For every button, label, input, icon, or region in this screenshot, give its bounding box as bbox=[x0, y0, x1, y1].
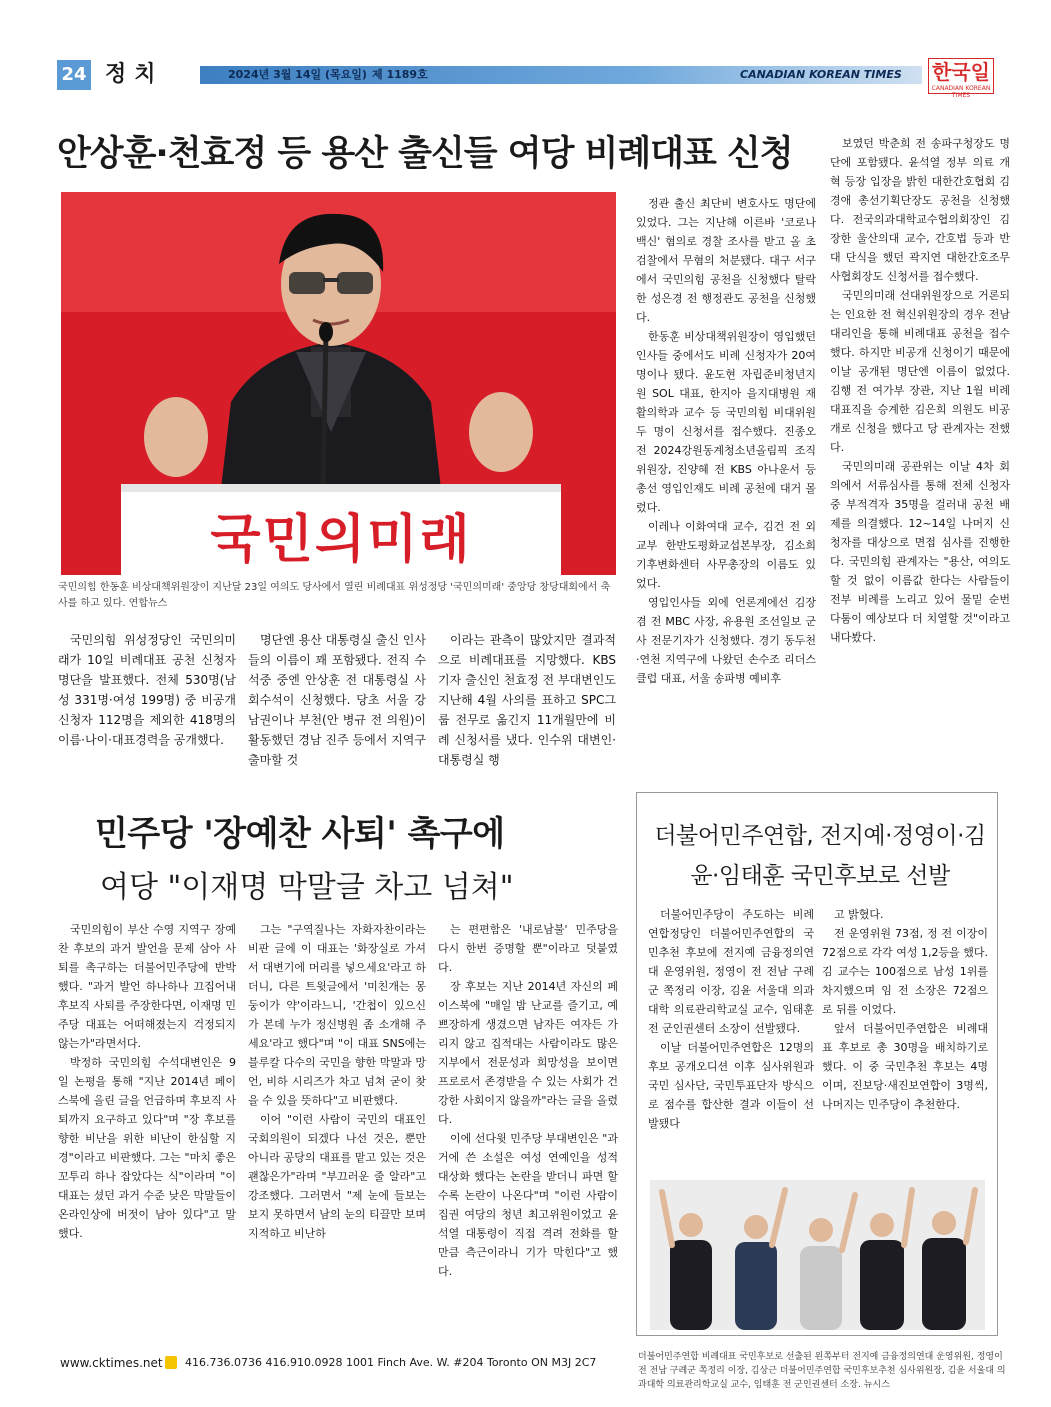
page-number: 24 bbox=[57, 60, 91, 90]
paragraph: 국민의힘 위성정당인 국민의미래가 10일 비례대표 공천 신청자 명단을 발표했다. 전체 530명(남성 331명·여성 199명) 중 비공개 신청자 112명을 제외한 418명의 이름·나이·대표경력을 공개했다. bbox=[58, 633, 236, 747]
paragraph: 한동훈 비상대책위원장이 영입했던 인사들 중에서도 비례 신청자가 20여명이나 됐다. 윤도현 자립준비청년지원 SOL 대표, 한지아 을지대병원 재활의학과 교수 등 국민의힘 비대위원 두 명이 신청서를 접수했다. 진종오 전 2024강원동계청소년올림픽 조직위원장, 진양혜 전 KBS 아나운서 등 총선 영입인재도 비례 공천에 대거 몰렸다. bbox=[636, 330, 816, 514]
article2-column-1 bbox=[58, 920, 236, 1243]
article3-caption: 더불어민주연합 비례대표 국민후보로 선출된 왼쪽부터 전지예 금융정의연대 운영위원, 정영이 전 전남 구례군 쪽정리 이장, 김상근 더불어민주연합 국민후보추천 심사위원장, 김윤 서울대 의과대학 의료관리학교실 교수, 임태훈 전 군인권센터 소장. 뉴시스 bbox=[638, 1352, 1006, 1390]
paragraph: 국민의힘이 부산 수영 지역구 장예찬 후보의 과거 발언을 문제 삼아 사퇴를 촉구하는 더불어민주당에 반박했다. "과거 발언 하나하나 끄집어내 후보직 사퇴를 주장한다면, 이재명 민주당 대표는 어떠해졌는지 걱정되지 않는가"라면서다. bbox=[58, 923, 236, 1050]
article1-column-2 bbox=[248, 630, 426, 770]
article1-headline: 안상훈·천효정 등 용산 출신들 여당 비례대표 신청 bbox=[57, 134, 793, 174]
issue-date: 2024년 3월 14일 (목요일) bbox=[228, 68, 367, 81]
article1-photo bbox=[61, 192, 616, 575]
article1-caption: 국민의힘 한동훈 비상대책위원장이 지난달 23일 여의도 당사에서 열린 비례대표 위성정당 '국민의미래' 중앙당 창당대회에서 축사를 하고 있다. 연합뉴스 bbox=[58, 582, 611, 609]
paper-name: CANADIAN KOREAN TIMES bbox=[740, 68, 902, 81]
paragraph: 이라는 관측이 많았지만 결과적으로 비례대표를 지망했다. KBS 기자 출신인 천효정 전 부대변인도 지난해 4월 사의를 표하고 SPC그룹 전무로 옮긴지 11개월만에 비례 신청서를 냈다. 인수위 대변인·대통령실 행 bbox=[438, 633, 616, 767]
footer-website[interactable]: www.cktimes.net bbox=[60, 1356, 163, 1370]
article1-column-1 bbox=[58, 630, 236, 750]
article2-headline: 민주당 '장예찬 사퇴' 촉구에 bbox=[95, 814, 505, 854]
issue-number: 제 1189호 bbox=[372, 68, 428, 81]
paragraph: 이레나 이화여대 교수, 김건 전 외교부 한반도평화교섭본부장, 김소희 기후변화센터 사무총장의 이름도 있었다. bbox=[636, 520, 816, 590]
article3-headline: 더불어민주연합, 전지예·정영이·김윤·임태훈 국민후보로 선발 bbox=[654, 823, 986, 889]
group-photo-illustration bbox=[650, 1180, 985, 1330]
section-title: 정치 bbox=[105, 62, 164, 87]
paragraph: 더불어민주당이 주도하는 비례연합정당인 더불어민주연합의 국민추천 후보에 전지예 금융정의연대 운영위원, 정영이 전 전남 구례군 쪽정리 이장, 김윤 서울대 의과대학 의료관리학교실 교수, 임태훈 전 군인권센터 소장이 선발됐다. bbox=[648, 908, 814, 1035]
article2-subheadline: 여당 "이재명 막말글 차고 넘쳐" bbox=[100, 870, 514, 905]
article3-column-2 bbox=[822, 905, 988, 1114]
paragraph: 정관 출신 최단비 변호사도 명단에 있었다. 그는 지난해 이른바 '코로나 백신' 혐의로 경찰 조사를 받고 올 초 검찰에서 무혐의 처분됐다. 대구 서구에서 국민의힘 공천을 신청했다 탈락한 성은경 전 행정관도 공천을 신청했다. bbox=[636, 197, 816, 324]
paragraph: 전 운영위원 73점, 정 전 이장이 72점으로 각각 여성 1,2등을 했다. 김 교수는 100점으로 남성 1위를 차지했으며 임 전 소장은 72점으로 뒤를 이었다. bbox=[822, 927, 988, 1016]
logo-subtext: CANADIAN KOREAN TIMES bbox=[931, 85, 991, 99]
paragraph: 그는 "구역질나는 자화자찬이라는 비판 글에 이 대표는 '화장실로 가셔서 대변기에 머리를 넣으세요'라고 하더니, 다른 트윗글에서 '미친개는 몽둥이가 약'이라느니, '간첩이 있으신가 본데 누가 정신병원 좀 소개해 주세요'라고 했다"며 "이 대표 SNS에는 블루칼 다수의 국민을 향한 막말과 망언, 비하 시리즈가 차고 넘쳐 굳이 찾을 수 있을 뜻하다"고 비판했다. bbox=[248, 923, 426, 1107]
paragraph: 이날 더불어민주연합은 12명의 후보 공개오디션 이후 심사위원과 국민 심사단, 국민투표단자 방식으로 점수를 합산한 결과 이들이 선발됐다 bbox=[648, 1041, 814, 1130]
paragraph: 고 밝혔다. bbox=[834, 908, 884, 921]
paragraph: 이에 선다윗 민주당 부대변인은 "과거에 쓴 소설은 여성 연예인을 성적 대상화 했다는 논란을 받더니 파면 할수록 논란이 나온다"며 "이런 사람이 집권 여당의 청년 최고위원이었고 윤석열 대통령이 직접 격려 전화를 할 만큼 측근이라니 기가 막힌다"고 했다. bbox=[438, 1132, 618, 1278]
paragraph: 장 후보는 지난 2014년 자신의 페이스북에 "매일 밤 난교를 즐기고, 예쁘장하게 생겼으면 남자든 여자든 가리지 않고 집적대는 사람이라도 많은 지부에서 전문성과 희망성을 보이면 프로로서 존경받을 수 있는 사회가 건강한 사회이지 않을까"라는 글을 올렸다. bbox=[438, 980, 618, 1126]
newspaper-logo bbox=[928, 58, 994, 99]
phone-icon bbox=[165, 1356, 177, 1369]
article3-photo bbox=[650, 1180, 985, 1330]
footer-contact: 416.736.0736 416.910.0928 1001 Finch Ave. W. #204 Toronto ON M3J 2C7 bbox=[185, 1356, 597, 1369]
paragraph: 는 편편함은 '내로남불' 민주당을 다시 한번 증명할 뿐"이라고 덧붙였다. bbox=[438, 923, 618, 974]
paragraph: 박정하 국민의힘 수석대변인은 9일 논평을 통해 "지난 2014년 페이스북에 올린 글을 언급하며 후보직 사퇴까지 요구하고 있다"며 "장 후보를 향한 비난을 위한 비난이 한심할 지경"이라고 비판했다. 그는 "마치 좋은 꼬투리 하나 잡았다는 식"이라며 "이 대표는 셨던 과거 수준 낮은 막말들이 온라인상에 버젓이 남아 있다"고 말했다. bbox=[58, 1056, 236, 1240]
logo-text: 한국일 bbox=[932, 60, 990, 84]
paragraph: 앞서 더불어민주연합은 비례대표 후보로 총 30명을 배치하기로 했다. 이 중 국민추천 후보는 4명이며, 진보당·새진보연합이 3명씩, 나머지는 민주당이 추천한다. bbox=[822, 1022, 988, 1111]
paragraph: 국민의미래 공관위는 이날 4차 회의에서 서류심사를 통해 전체 신청자 중 부적격자 35명을 걸러내 공천 배제를 의결했다. 12~14일 나머지 신청자를 대상으로 면접 심사를 진행한다. 국민의힘 관계자는 "용산, 여의도 할 것 없이 이름값 한다는 사람들이 전부 비례를 노리고 있어 물밑 순번 다툼이 예상보다 더 치열할 것"이라고 내다봤다. bbox=[830, 460, 1010, 644]
paragraph: 국민의미래 선대위원장으로 거론되는 인요한 전 혁신위원장의 경우 전남 대리인을 통해 비례대표 공천을 접수했다. 하지만 비공개 신청이기 때문에 이날 공개된 명단엔 이름이 없었다. 김행 전 여가부 장관, 지난 1월 비례대표직을 승계한 김은희 의원도 비공개로 신청을 했다고 당 관계자는 전했다. bbox=[830, 289, 1010, 454]
article2-column-3 bbox=[438, 920, 618, 1281]
article1-column-5 bbox=[830, 134, 1010, 647]
paragraph: 이어 "이런 사람이 국민의 대표인 국회의원이 되겠다 나선 것은, 뿐만 아니라 공당의 대표를 맡고 있는 것은 괜찮은가"라며 "부끄러운 줄 알라"고 강조했다. 그러면서 "제 눈에 들보는 보지 못하면서 남의 눈의 티끌만 보며 지적하고 비난하 bbox=[248, 1113, 426, 1240]
podium-banner: 국민의미래 bbox=[210, 510, 472, 570]
article1-column-3 bbox=[438, 630, 616, 770]
paragraph: 보였던 박춘희 전 송파구청장도 명단에 포함됐다. 윤석열 정부 의료 개혁 등장 입장을 밝힌 대한간호협회 김경애 총선기획단장도 공천을 신청했다. 전국의과대학교수협의회장인 김장한 울산의대 교수, 간호법 등과 반대 단식을 했던 곽지연 대한간호조무사협회장도 신청서를 접수했다. bbox=[830, 137, 1010, 283]
paragraph: 영입인사들 외에 언론계에선 김장겸 전 MBC 사장, 유용원 조선일보 군사 전문기자가 신청했다. 경기 동두천·연천 지역구에 나왔던 손수조 리더스클럽 대표, 서울 송파병 예비후 bbox=[636, 596, 816, 685]
article1-column-4 bbox=[636, 194, 816, 688]
article2-column-2 bbox=[248, 920, 426, 1243]
paragraph: 명단엔 용산 대통령실 출신 인사들의 이름이 꽤 포함됐다. 전직 수석중 중엔 안상훈 전 대통령실 사회수석이 신청했다. 당초 서울 강남권이나 부천(안 병규 전 의원)이 활동했던 경남 진주 등에서 지역구 출마할 것 bbox=[248, 633, 426, 767]
article3-column-1 bbox=[648, 905, 814, 1133]
